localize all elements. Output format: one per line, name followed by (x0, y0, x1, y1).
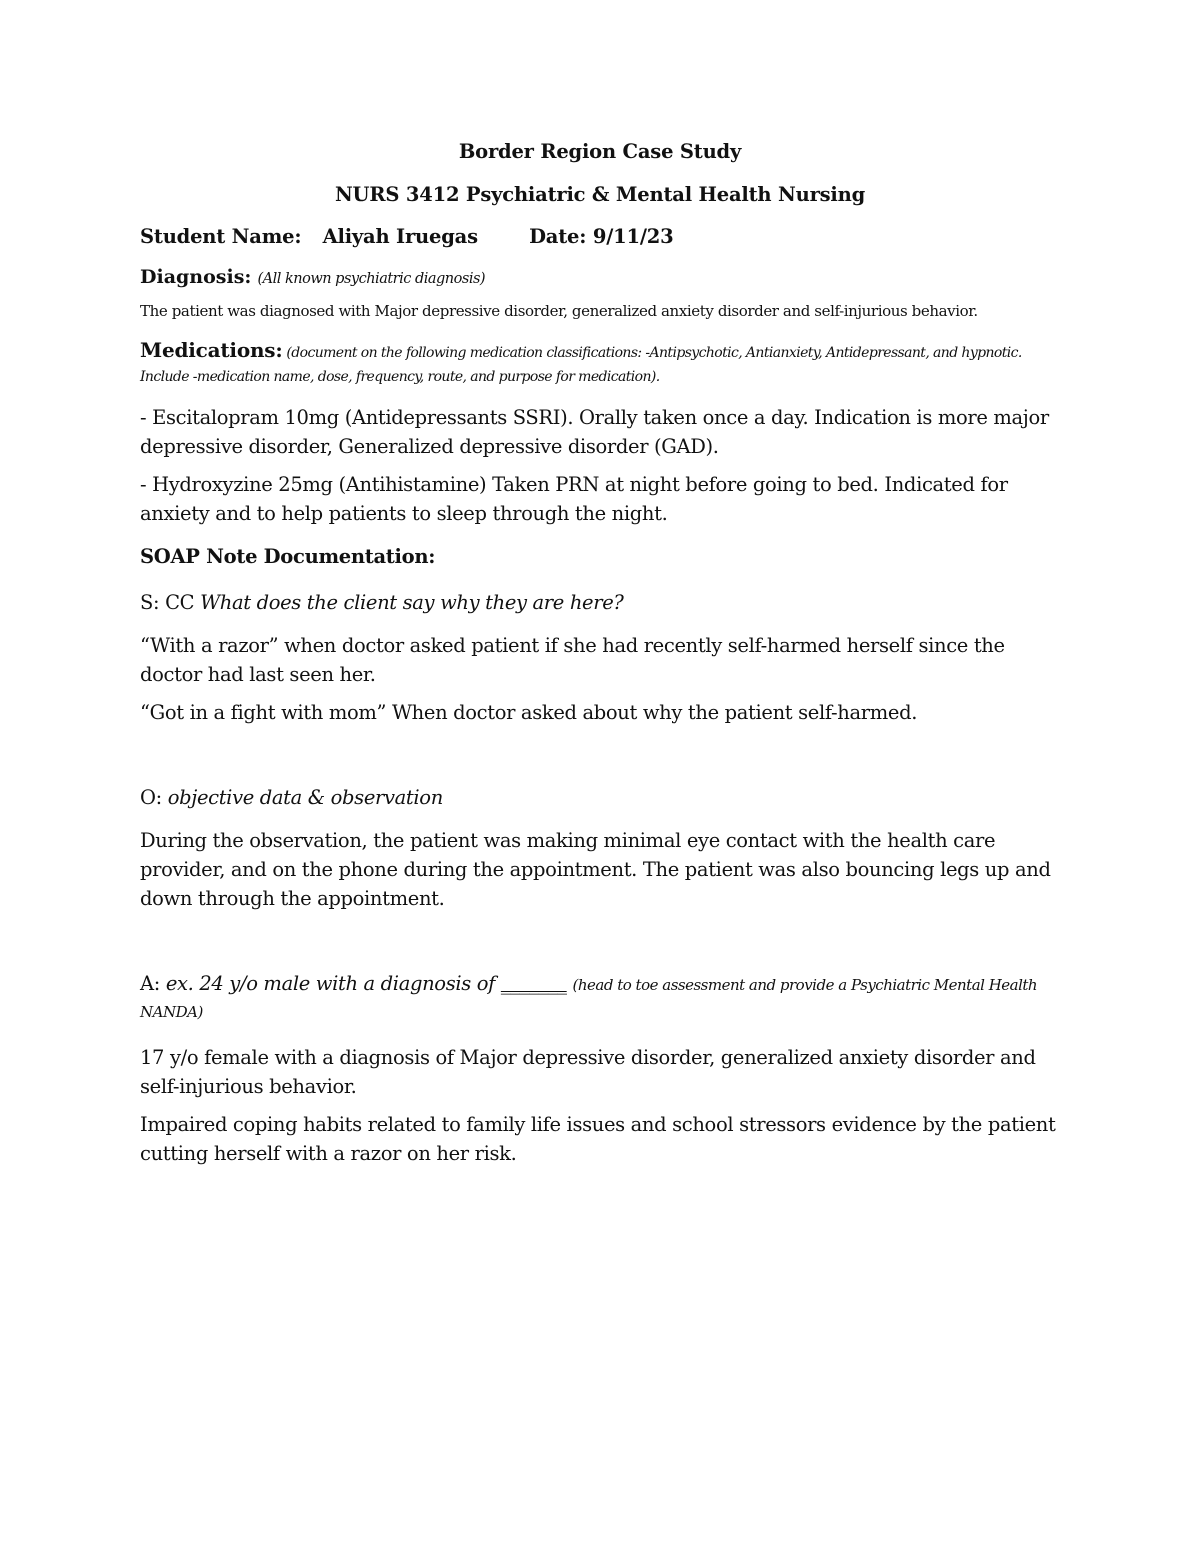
soap-a-prompt: ex. 24 y/o male with a diagnosis of (165, 971, 501, 995)
soap-o-prefix: O: (140, 785, 168, 809)
soap-a-entry: Impaired coping habits related to family life issues and school stressors evidence by the patient cutting herself with a razor on her risk. (140, 1112, 1056, 1165)
soap-a-prefix: A: (140, 971, 166, 995)
soap-a-hint: (head to toe assessment and provide a Psychiatric Mental Health NANDA) (140, 975, 1038, 1021)
student-info-line (140, 225, 1060, 248)
soap-o-heading (140, 783, 1060, 812)
date-label: Date: (529, 225, 587, 248)
soap-o-prompt: objective data & observation (167, 785, 443, 809)
diagnosis-heading (140, 266, 1060, 288)
document-title: Border Region Case Study (458, 140, 742, 163)
soap-s-prompt: What does the client say why they are here? (200, 590, 624, 614)
date-value: 9/11/23 (592, 225, 674, 248)
medication-item: - Escitalopram 10mg (Antidepressants SSRI). Orally taken once a day. Indication is more major depressive disorder, Generalized depressive disorder (GAD). (140, 406, 1049, 458)
soap-a-heading (140, 971, 1060, 1025)
diagnosis-label: Diagnosis: (140, 266, 252, 288)
medication-item: - Hydroxyzine 25mg (Antihistamine) Taken PRN at night before going to bed. Indicated for anxiety and to help patients to sleep through the night. (140, 473, 1008, 525)
soap-heading: SOAP Note Documentation: (140, 545, 436, 568)
medications-hint: (document on the following medication classifications: -Antipsychotic, Antianxiety, Antidepressant, and hypnotic. Include -medication name, dose, frequency, route, and purpose for medication). (140, 345, 1022, 385)
soap-s-entry: “With a razor” when doctor asked patient if she had recently self-harmed herself since the doctor had last seen her. (140, 633, 1005, 686)
medications-heading (140, 338, 1060, 389)
course-title: NURS 3412 Psychiatric & Mental Health Nursing (334, 183, 866, 206)
soap-a-blank: _______ (500, 971, 567, 995)
soap-s-entry: “Got in a fight with mom” When doctor asked about why the patient self-harmed. (140, 700, 918, 724)
soap-a-entry: 17 y/o female with a diagnosis of Major depressive disorder, generalized anxiety disorder and self-injurious behavior. (140, 1045, 1036, 1098)
soap-s-prefix: S: CC (140, 590, 201, 614)
soap-s-heading (140, 588, 1060, 617)
soap-o-text: During the observation, the patient was making minimal eye contact with the health care provider, and on the phone during the appointment. The patient was also bouncing legs up and down through the appointment. (140, 828, 1051, 910)
diagnosis-hint: (All known psychiatric diagnosis) (257, 271, 486, 287)
student-name-value: Aliyah Iruegas (322, 225, 478, 248)
document-page (140, 140, 1060, 1168)
student-name-label: Student Name: (140, 225, 302, 248)
diagnosis-text: The patient was diagnosed with Major depressive disorder, generalized anxiety disorder and self-injurious behavior. (140, 302, 978, 320)
medications-label: Medications: (140, 338, 283, 362)
